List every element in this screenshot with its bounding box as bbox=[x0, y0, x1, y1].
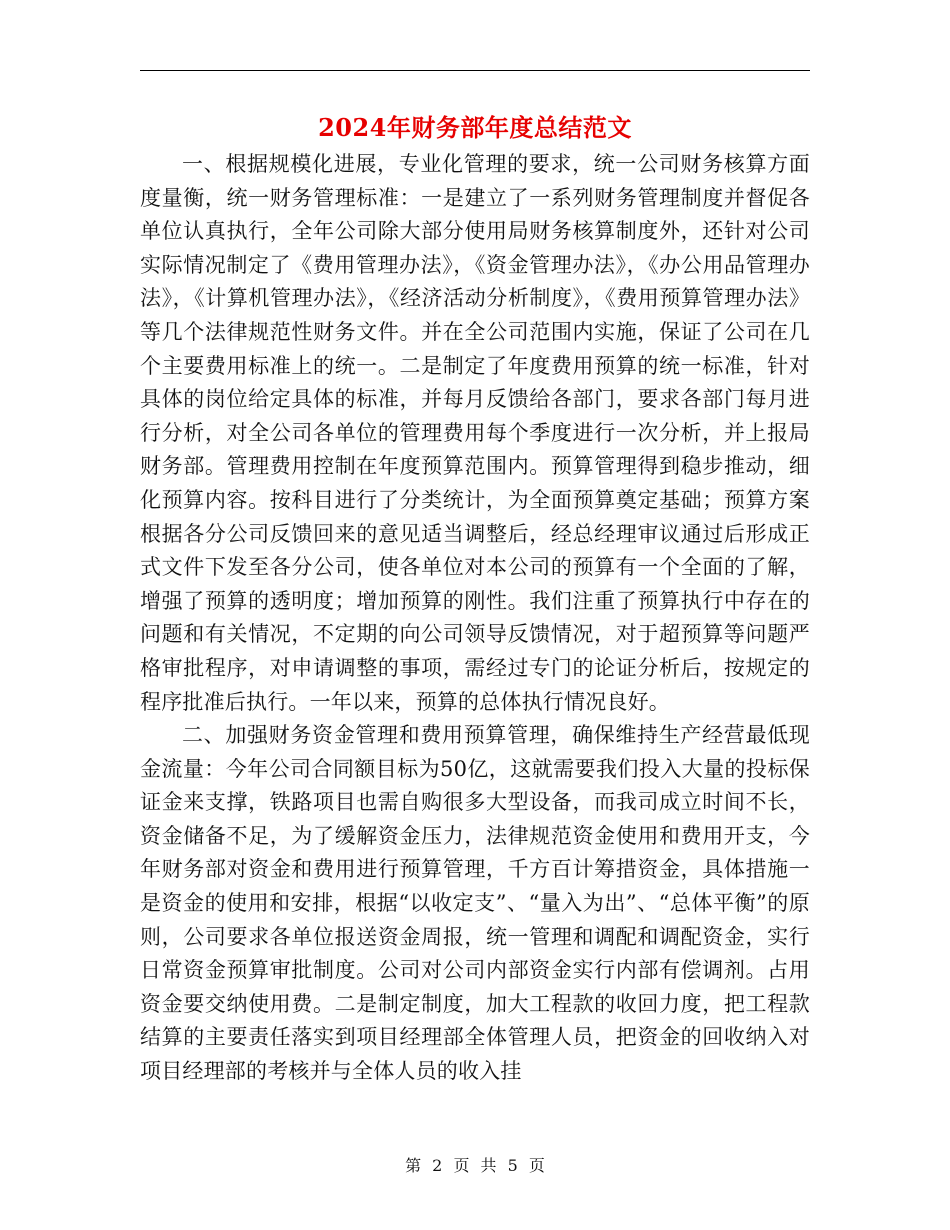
paragraph-1: 一、根据规模化进展，专业化管理的要求，统一公司财务核算方面度量衡，统一财务管理标准：一是建立了一系列财务管理制度并督促各单位认真执行，全年公司除大部分使用局财务核算制度外，还针对公司实际情况制定了《费用管理办法》，《资金管理办法》，《办公用品管理办法》，《计算机管理办法》，《经济活动分析制度》，《费用预算管理办法》等几个法律规范性财务文件。并在全公司范围内实施，保证了公司在几个主要费用标准上的统一。二是制定了年度费用预算的统一标准，针对具体的岗位给定具体的标准，并每月反馈给各部门，要求各部门每月进行分析，对全公司各单位的管理费用每个季度进行一次分析，并上报局财务部。管理费用控制在年度预算范围内。预算管理得到稳步推动，细化预算内容。按科目进行了分类统计，为全面预算奠定基础；预算方案根据各分公司反馈回来的意见适当调整后，经总经理审议通过后形成正式文件下发至各分公司，使各单位对本公司的预算有一个全面的了解，增强了预算的透明度；增加预算的刚性。我们注重了预算执行中存在的问题和有关情况，不定期的向公司领导反馈情况，对于超预算等问题严格审批程序，对申请调整的事项，需经过专门的论证分析后，按规定的程序批准后执行。一年以来，预算的总体执行情况良好。 bbox=[140, 152, 810, 714]
paragraph-2: 二、加强财务资金管理和费用预算管理，确保维持生产经营最低现金流量：今年公司合同额目标为50亿，这就需要我们投入大量的投标保证金来支撑，铁路项目也需自购很多大型设备，而我司成立时间不长，资金储备不足，为了缓解资金压力，法律规范资金使用和费用开支，今年财务部对资金和费用进行预算管理，千方百计筹措资金，具体措施一是资金的使用和安排，根据“以收定支”、“量入为出”、“总体平衡”的原则，公司要求各单位报送资金周报，统一管理和调配和调配资金，实行日常资金预算审批制度。公司对公司内部资金实行内部有偿调剂。占用资金要交纳使用费。二是制定制度，加大工程款的收回力度，把工程款结算的主要责任落实到项目经理部全体管理人员，把资金的回收纳入对项目经理部的考核并与全体人员的收入挂 bbox=[140, 723, 810, 1084]
document-title: 2024年财务部年度总结范文 bbox=[318, 113, 632, 142]
page-footer: 第 2 页 共 5 页 bbox=[405, 1156, 545, 1175]
header-rule bbox=[140, 70, 810, 71]
document-body bbox=[140, 148, 810, 1089]
